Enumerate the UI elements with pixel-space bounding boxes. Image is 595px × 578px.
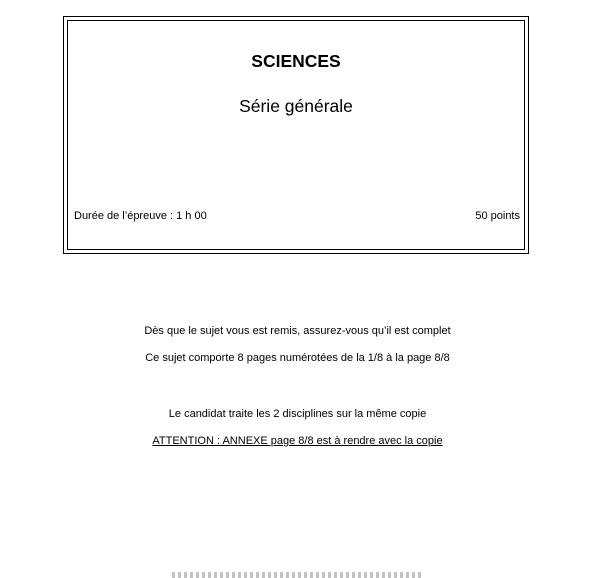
exam-header-box — [63, 16, 529, 254]
page-bottom-cut-off-text — [172, 572, 422, 578]
series-title: Série générale — [239, 96, 353, 116]
exam-points: 50 points — [475, 210, 520, 222]
instruction-page-count: Ce sujet comporte 8 pages numérotées de la 1/8 à la page 8/8 — [145, 352, 450, 364]
subject-title: SCIENCES — [251, 51, 341, 71]
exam-duration: Durée de l’épreuve : 1 h 00 — [74, 210, 207, 222]
instruction-check-complete: Dès que le sujet vous est remis, assurez-vous qu’il est complet — [144, 325, 451, 337]
exam-header-inner-border — [67, 20, 525, 250]
instruction-annex-warning: ATTENTION : ANNEXE page 8/8 est à rendre avec la copie — [152, 435, 443, 447]
instruction-same-copy: Le candidat traite les 2 disciplines sur la même copie — [168, 408, 427, 420]
